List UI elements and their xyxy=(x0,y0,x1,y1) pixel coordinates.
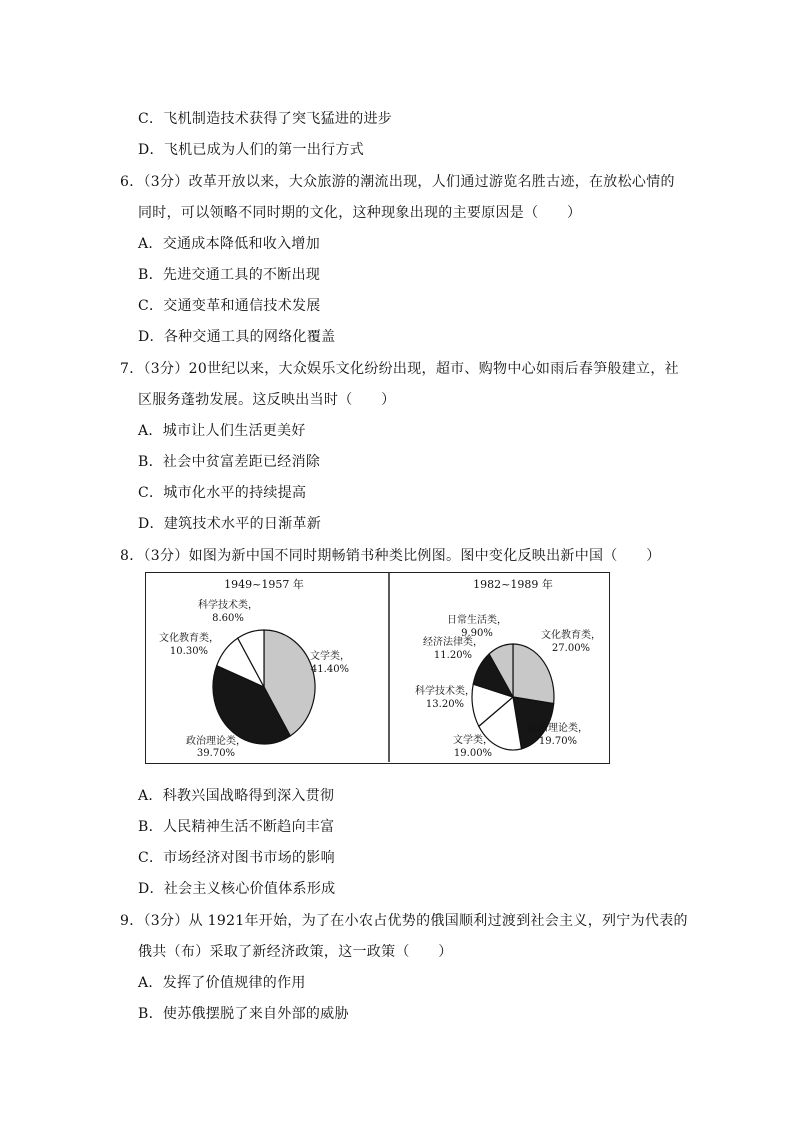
text-line: A．城市让人们生活更美好 xyxy=(138,423,306,439)
text-line: D．飞机已成为人们的第一出行方式 xyxy=(138,142,365,158)
text-line: A．发挥了价值规律的作用 xyxy=(138,975,306,991)
text-line: A．交通成本降低和收入增加 xyxy=(138,236,321,252)
text-line: B．人民精神生活不断趋向丰富 xyxy=(138,819,335,835)
pie-slice-name: 政治理论类， xyxy=(528,723,588,734)
pie-slice-value: 11.20% xyxy=(433,650,473,661)
pie-slice-value: 39.70% xyxy=(196,748,236,759)
text-line: 区服务蓬勃发展。这反映出当时（ ） xyxy=(138,392,396,408)
pie-slice-name: 科学技术类， xyxy=(198,600,258,611)
pie-slice-value: 8.60% xyxy=(212,613,244,624)
pie-slice-name: 文化教育类， xyxy=(159,633,219,644)
pie-slice-value: 10.30% xyxy=(169,646,209,657)
pie-slice-name: 经济法律类， xyxy=(423,637,483,648)
pie-slice-name: 政治理论类， xyxy=(186,736,246,747)
pie-title: 1949~1957 年 xyxy=(224,578,304,591)
pie-slice-value: 9.90% xyxy=(461,628,493,639)
pie-slice-name: 文学类， xyxy=(453,735,493,746)
text-line: B．社会中贫富差距已经消除 xyxy=(138,454,321,470)
text-line: C．城市化水平的持续提高 xyxy=(138,485,307,501)
pie-slice-name: 日常生活类， xyxy=(447,615,507,626)
text-line: 6．（3分）改革开放以来，大众旅游的潮流出现，人们通过游览名胜古迹，在放松心情的 xyxy=(120,174,675,190)
pie-slice-name: 文学类， xyxy=(310,651,350,662)
text-line: D．各种交通工具的网络化覆盖 xyxy=(138,329,336,345)
pie-slice xyxy=(513,644,554,704)
pie-slice-value: 41.40% xyxy=(310,664,350,675)
text-line: 7．（3分）20世纪以来，大众娱乐文化纷纷出现，超市、购物中心如雨后春笋般建立，社 xyxy=(120,361,679,377)
pie-slice-value: 19.70% xyxy=(538,736,578,747)
pie-slice-value: 27.00% xyxy=(551,643,591,654)
text-line: A．科教兴国战略得到深入贯彻 xyxy=(138,788,335,804)
pie-charts-svg xyxy=(146,573,608,762)
pie-slice-value: 19.00% xyxy=(453,748,493,759)
text-line: C．飞机制造技术获得了突飞猛进的进步 xyxy=(138,111,393,127)
pie-slice-value: 13.20% xyxy=(425,699,465,710)
pie-title: 1982~1989 年 xyxy=(473,578,553,591)
pie-slice-name: 文化教育类， xyxy=(541,630,601,641)
text-line: B．使苏俄摆脱了来自外部的威胁 xyxy=(138,1006,349,1022)
text-line: D．建筑技术水平的日渐革新 xyxy=(138,516,322,532)
text-line: C．市场经济对图书市场的影响 xyxy=(138,850,335,866)
text-line: B．先进交通工具的不断出现 xyxy=(138,267,321,283)
text-line: 同时，可以领略不同时期的文化，这种现象出现的主要原因是（ ） xyxy=(138,205,582,221)
book-category-pie-figure xyxy=(145,572,610,764)
text-line: 9．（3分）从 1921年开始，为了在小农占优势的俄国顺利过渡到社会主义，列宁为代表的 xyxy=(120,913,688,929)
text-line: C．交通变革和通信技术发展 xyxy=(138,298,321,314)
text-line: 俄共（布）采取了新经济政策，这一政策（ ） xyxy=(138,944,453,960)
pie-slice-name: 科学技术类， xyxy=(415,686,475,697)
text-line: D．社会主义核心价值体系形成 xyxy=(138,881,336,897)
text-line: 8．（3分）如图为新中国不同时期畅销书种类比例图。图中变化反映出新中国（ ） xyxy=(120,548,661,564)
